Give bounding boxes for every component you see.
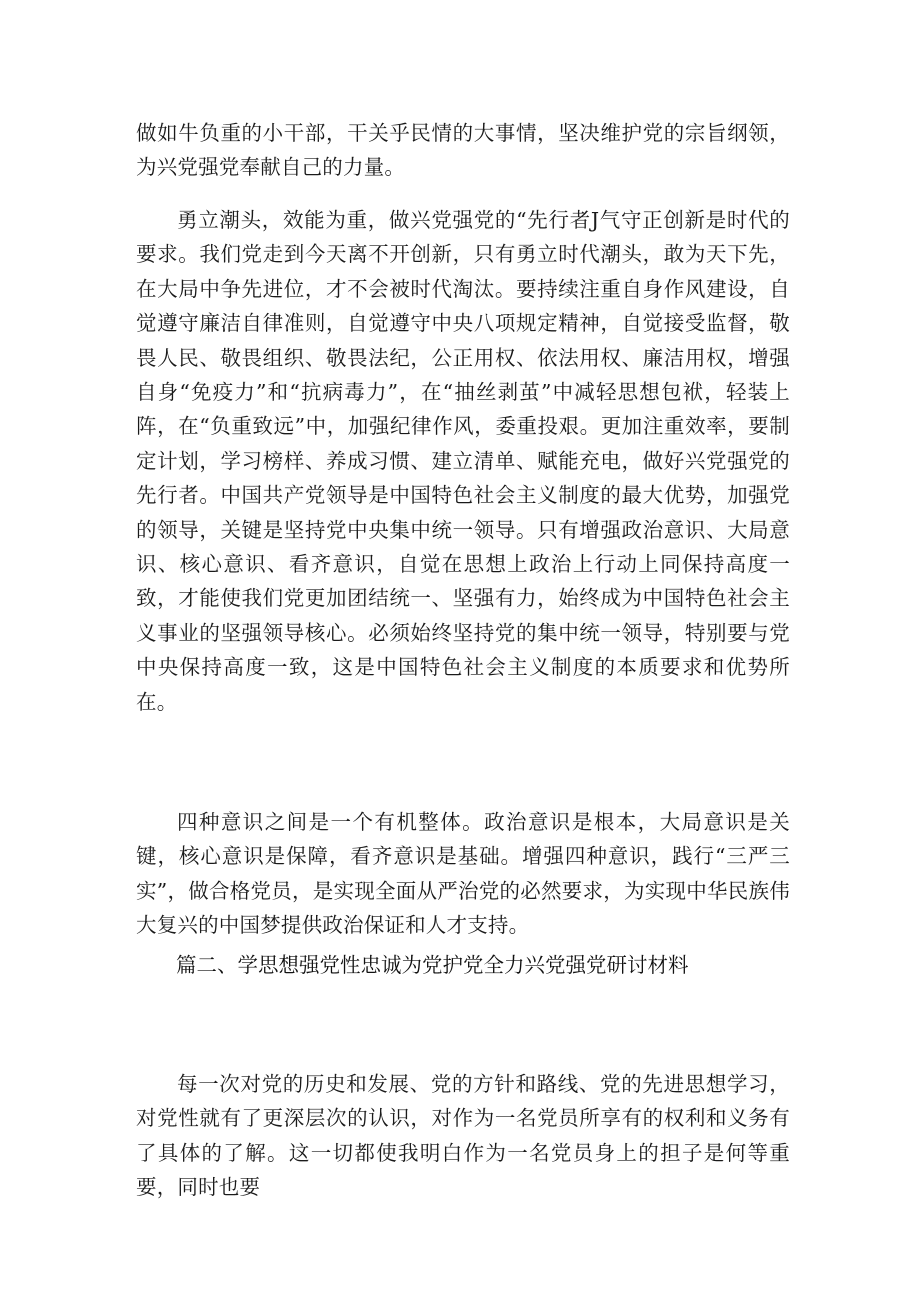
paragraph-3: 四种意识之间是一个有机整体。政治意识是根本，大局意识是关键，核心意识是保障，看齐意识是基础。增强四种意识，践行“三严三实”，做合格党员，是实现全面从严治党的必然要求，为实现中华民族伟大复兴的中国梦提供政治保证和人才支持。 xyxy=(136,810,790,938)
paragraph-2: 勇立潮头，效能为重，做兴党强党的“先行者J气守正创新是时代的要求。我们党走到今天离不开创新，只有勇立时代潮头，敢为天下先，在大局中争先进位，才不会被时代淘汰。要持续注重自身作风建设，自觉遵守廉洁自律准则，自觉遵守中央八项规定精神，自觉接受监督，敬畏人民、敬畏组织、敬畏法纪，公正用权、依法用权、廉洁用权，增强自身“免疫力”和“抗病毒力”，在“抽丝剥茧”中减轻思想包袱，轻装上阵，在“负重致远”中，加强纪律作风，委重投艰。更加注重效率，要制定计划，学习榜样、养成习惯、建立清单、赋能充电，做好兴党强党的先行者。中国共产党领导是中国特色社会主义制度的最大优势，加强党的领导，关键是坚持党中央集中统一领导。只有增强政治意识、大局意识、核心意识、看齐意识，自觉在思想上政治上行动上同保持高度一致，才能使我们党更加团结统一、坚强有力，始终成为中国特色社会主义事业的坚强领导核心。必须始终坚持党的集中统一领导，特别要与党中央保持高度一致，这是中国特色社会主义制度的本质要求和优势所在。 xyxy=(136,208,790,714)
paragraph-1: 做如牛负重的小干部，干关乎民情的大事情，坚决维护党的宗旨纲领，为兴党强党奉献自己的力量。 xyxy=(136,121,790,180)
section-heading: 篇二、学思想强党性忠诚为党护党全力兴党强党研讨材料 xyxy=(176,953,689,977)
paragraph-4: 每一次对党的历史和发展、党的方针和路线、党的先进思想学习，对党性就有了更深层次的认识，对作为一名党员所享有的权利和义务有了具体的了解。这一切都使我明白作为一名党员身上的担子是何等重要，同时也要 xyxy=(136,1072,790,1200)
